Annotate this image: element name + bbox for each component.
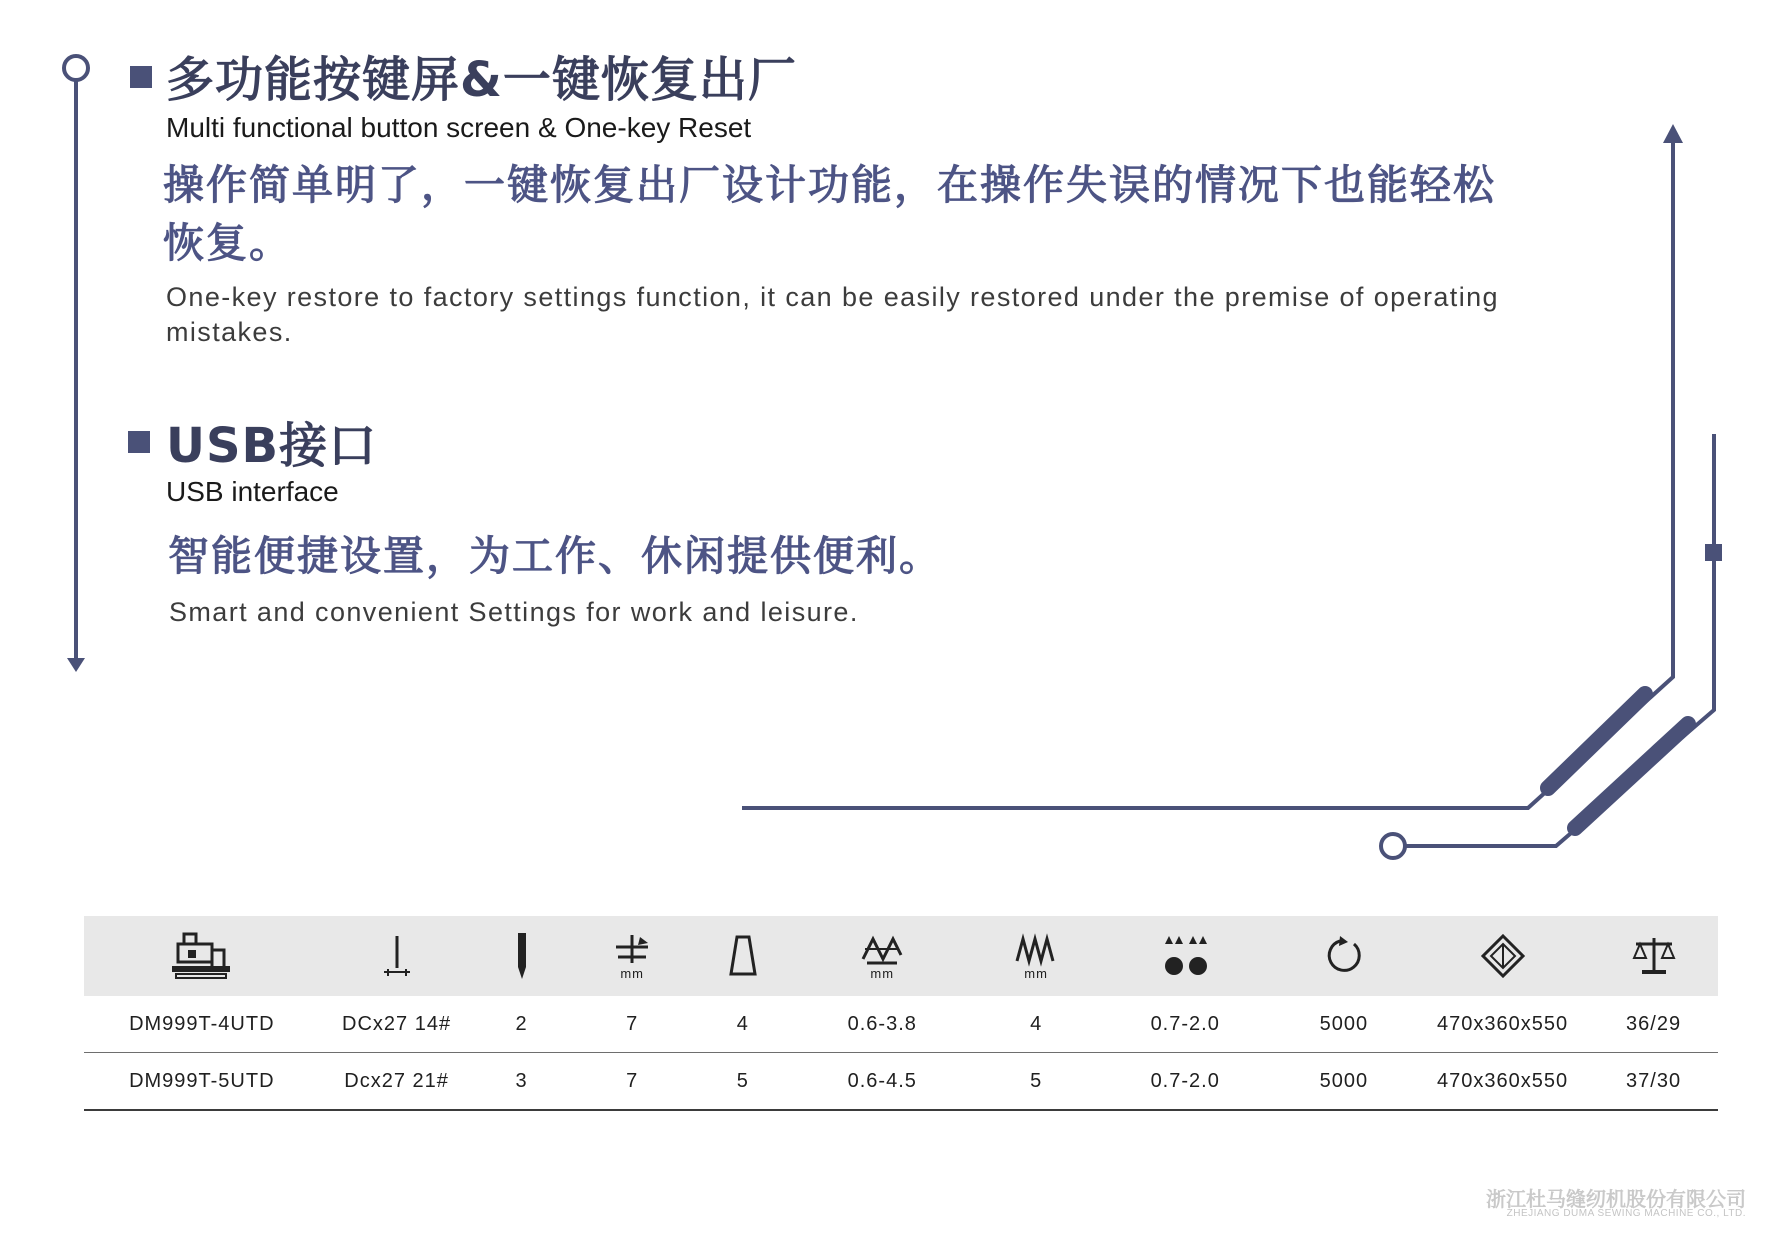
header-weight-cell <box>1589 916 1718 996</box>
row1-diff-feed: 0.7-2.0 <box>1150 1012 1220 1035</box>
section2-title-zh: USB接口 <box>166 418 378 474</box>
footer-company-en: ZHEJIANG DUMA SEWING MACHINE CO., LTD. <box>1506 1208 1746 1219</box>
section2-body-zh: 智能便捷设置，为工作、休闲提供便利。 <box>168 532 942 580</box>
row1-weight: 36/29 <box>1626 1012 1682 1035</box>
row2-diff-feed: 0.7-2.0 <box>1150 1069 1220 1092</box>
row2-weight: 37/30 <box>1626 1069 1682 1092</box>
package-size-icon <box>1481 934 1525 978</box>
right-lower-circuit-line <box>1404 434 1714 846</box>
stitch-width-icon <box>1013 933 1059 967</box>
foot-lift-unit: mm <box>620 965 645 981</box>
row1-speed: 5000 <box>1319 1012 1369 1035</box>
right-line-up-arrow <box>1663 124 1683 143</box>
table-row <box>84 1053 1718 1111</box>
row1-stitch-length: 0.6-3.8 <box>847 1012 917 1035</box>
spec-table <box>84 916 1718 1111</box>
header-machine-cell <box>84 916 320 996</box>
header-size-cell <box>1416 916 1589 996</box>
needle-count-icon <box>514 931 530 981</box>
right-lower-end-circle <box>1381 834 1405 858</box>
thread-cone-icon <box>728 934 758 978</box>
row1-model: DM999T-4UTD <box>129 1012 275 1035</box>
row2-needle: Dcx27 21# <box>344 1069 449 1092</box>
section2-bullet <box>128 431 150 453</box>
row2-threads: 5 <box>736 1069 749 1092</box>
header-stitch-width-cell <box>974 916 1099 996</box>
left-line-top-circle <box>64 56 88 80</box>
row2-stitch-width: 5 <box>1030 1069 1043 1092</box>
footer-company-cn: 浙江杜马缝纫机股份有限公司 <box>1486 1187 1746 1211</box>
row1-needle: DCx27 14# <box>342 1012 452 1035</box>
row2-needle-count: 3 <box>515 1069 528 1092</box>
row2-model: DM999T-5UTD <box>129 1069 275 1092</box>
header-speed-cell <box>1272 916 1416 996</box>
section2-title-en: USB interface <box>166 476 339 507</box>
header-stitch-length-cell <box>791 916 974 996</box>
stitch-length-icon <box>859 933 905 967</box>
table-row <box>84 996 1718 1053</box>
upper-diagonal-bar <box>1548 694 1645 788</box>
spec-table-header <box>84 916 1718 996</box>
row1-needle-count: 2 <box>515 1012 528 1035</box>
section2-body-en: Smart and convenient Settings for work and leisure. <box>169 597 859 627</box>
differential-feed-icon <box>1161 934 1209 978</box>
header-diff-feed-cell <box>1099 916 1272 996</box>
sewing-machine-icon <box>170 930 234 982</box>
weight-scale-icon <box>1632 936 1676 976</box>
row1-size: 470x360x550 <box>1437 1012 1569 1035</box>
row2-size: 470x360x550 <box>1437 1069 1569 1092</box>
section1-body-en: One-key restore to factory settings function, it can be easily restored under the premise of operating mistakes. <box>166 282 1499 347</box>
row2-foot-lift: 7 <box>626 1069 639 1092</box>
section1-body-zh: 操作简单明了，一键恢复出厂设计功能，在操作失误的情况下也能轻松恢复。 <box>163 161 1496 267</box>
row1-stitch-width: 4 <box>1030 1012 1043 1035</box>
section1-bullet <box>130 66 152 88</box>
header-needle-cell <box>320 916 474 996</box>
header-thread-cell <box>695 916 791 996</box>
row2-stitch-length: 0.6-4.5 <box>847 1069 917 1092</box>
lower-diagonal-bar <box>1575 724 1688 828</box>
stitch-width-unit: mm <box>1024 965 1048 981</box>
section1-title-zh: 多功能按键屏&一键恢复出厂 <box>166 52 797 108</box>
row1-threads: 4 <box>736 1012 749 1035</box>
header-foot-lift-cell <box>570 916 695 996</box>
section1-title-en: Multi functional button screen & One-key Reset <box>166 112 752 143</box>
max-speed-icon <box>1324 936 1364 976</box>
right-square-marker <box>1705 544 1722 561</box>
header-needle-count-cell <box>474 916 570 996</box>
row2-speed: 5000 <box>1319 1069 1369 1092</box>
stitch-length-unit: mm <box>870 965 895 981</box>
row1-foot-lift: 7 <box>626 1012 639 1035</box>
needle-system-icon <box>380 934 414 978</box>
left-line-down-arrow <box>67 658 85 672</box>
presser-foot-lift-icon <box>612 933 652 967</box>
